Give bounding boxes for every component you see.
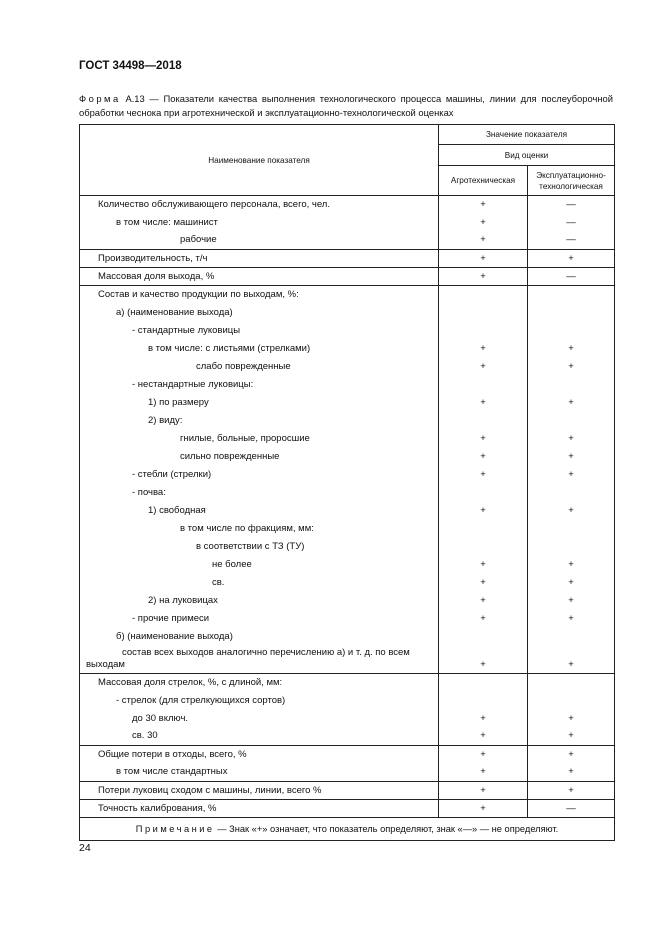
table-row: [80, 782, 615, 800]
agro-value: +: [439, 710, 528, 728]
expl-value: [528, 484, 615, 502]
table-row: [80, 304, 615, 322]
indicator-name: св. 30: [80, 728, 439, 746]
table-row: [80, 800, 615, 818]
indicator-name: 2) на луковицах: [80, 592, 439, 610]
indicator-name: в том числе стандартных: [80, 764, 439, 782]
expl-value: +: [528, 782, 615, 800]
table-row: [80, 592, 615, 610]
agro-value: [439, 484, 528, 502]
table-row: [80, 764, 615, 782]
agro-value: [439, 674, 528, 692]
indicator-name-line: состав всех выходов аналогично перечислению а) и т. д. по всем: [122, 647, 410, 658]
table-row: [80, 448, 615, 466]
agro-value: +: [439, 340, 528, 358]
indicator-name: - стебли (стрелки): [80, 466, 439, 484]
expl-value: +: [528, 646, 615, 674]
indicator-name: до 30 включ.: [80, 710, 439, 728]
agro-value: [439, 412, 528, 430]
table-row: [80, 710, 615, 728]
agro-value: +: [439, 782, 528, 800]
table-row: [80, 322, 615, 340]
agro-value: [439, 692, 528, 710]
table-row: [80, 376, 615, 394]
column-header-agro: Агротехническая: [439, 166, 528, 196]
agro-value: +: [439, 574, 528, 592]
agro-value: [439, 286, 528, 304]
indicator-name: - нестандартные луковицы:: [80, 376, 439, 394]
indicator-name: 2) виду:: [80, 412, 439, 430]
expl-value: +: [528, 556, 615, 574]
indicator-name: - стрелок (для стрелкующихся сортов): [80, 692, 439, 710]
indicator-name: не более: [80, 556, 439, 574]
note-text: — Знак «+» означает, что показатель определяют, знак «—» — не определяют.: [217, 824, 559, 834]
expl-value: [528, 412, 615, 430]
form-word: Форма: [79, 93, 121, 104]
table-row: [80, 746, 615, 764]
agro-value: +: [439, 728, 528, 746]
table-row: [80, 268, 615, 286]
table-row: [80, 574, 615, 592]
expl-value: +: [528, 710, 615, 728]
table-row: [80, 556, 615, 574]
agro-value: +: [439, 358, 528, 376]
expl-value: —: [528, 214, 615, 232]
indicator-name-line: выходам: [86, 659, 125, 670]
table-note: [80, 818, 615, 841]
expl-value: +: [528, 448, 615, 466]
expl-value: —: [528, 268, 615, 286]
table-row: [80, 628, 615, 646]
indicator-name: - почва:: [80, 484, 439, 502]
agro-value: +: [439, 214, 528, 232]
indicator-name: слабо поврежденные: [80, 358, 439, 376]
caption-text: А.13 — Показатели качества выполнения технологического процесса машины, линии для послеуборочной обработки чеснока при агротехнической и эксплуатационно-технологической оценках: [79, 93, 613, 118]
agro-value: [439, 304, 528, 322]
indicator-name: 1) свободная: [80, 502, 439, 520]
table-row: [80, 214, 615, 232]
indicator-name: - прочие примеси: [80, 610, 439, 628]
column-header-value: Значение показателя: [439, 125, 615, 145]
indicator-name: Массовая доля стрелок, %, с длиной, мм:: [80, 674, 439, 692]
indicator-name: Производительность, т/ч: [80, 250, 439, 268]
agro-value: +: [439, 646, 528, 674]
indicator-name: рабочие: [80, 232, 439, 250]
note-word: Примечание: [135, 824, 215, 834]
page-number: 24: [79, 842, 91, 854]
expl-value: +: [528, 746, 615, 764]
expl-value: +: [528, 358, 615, 376]
indicator-name: в соответствии с ТЗ (ТУ): [80, 538, 439, 556]
table-row: [80, 250, 615, 268]
table-row: [80, 358, 615, 376]
table-row: [80, 728, 615, 746]
expl-value: +: [528, 250, 615, 268]
table-row: [80, 232, 615, 250]
expl-value: +: [528, 764, 615, 782]
indicator-name: гнилые, больные, проросшие: [80, 430, 439, 448]
agro-value: +: [439, 466, 528, 484]
expl-value: [528, 674, 615, 692]
indicator-name: сильно поврежденные: [80, 448, 439, 466]
expl-value: +: [528, 728, 615, 746]
expl-value: —: [528, 232, 615, 250]
document-code: ГОСТ 34498—2018: [79, 60, 182, 72]
table-row: [80, 466, 615, 484]
table-row: [80, 692, 615, 710]
agro-value: +: [439, 448, 528, 466]
table-row: [80, 646, 615, 674]
column-header-eval-type: Вид оценки: [439, 145, 615, 166]
indicators-table: [79, 124, 615, 841]
table-row: [80, 674, 615, 692]
agro-value: +: [439, 592, 528, 610]
indicator-name: Точность калибрования, %: [80, 800, 439, 818]
expl-value: —: [528, 800, 615, 818]
indicator-name: Состав и качество продукции по выходам, %:: [80, 286, 439, 304]
table-row: [80, 520, 615, 538]
table-caption: [79, 92, 613, 119]
indicator-name: - стандартные луковицы: [80, 322, 439, 340]
table-row: [80, 412, 615, 430]
expl-value: +: [528, 610, 615, 628]
expl-value: +: [528, 394, 615, 412]
indicator-name: Массовая доля выхода, %: [80, 268, 439, 286]
indicator-name: [80, 646, 439, 674]
agro-value: +: [439, 268, 528, 286]
column-header-name: Наименование показателя: [80, 125, 439, 196]
agro-value: +: [439, 556, 528, 574]
agro-value: +: [439, 250, 528, 268]
agro-value: +: [439, 430, 528, 448]
agro-value: +: [439, 764, 528, 782]
agro-value: [439, 322, 528, 340]
agro-value: +: [439, 232, 528, 250]
expl-value: [528, 692, 615, 710]
expl-value: [528, 520, 615, 538]
table-row: [80, 484, 615, 502]
expl-value: +: [528, 340, 615, 358]
indicator-name: св.: [80, 574, 439, 592]
expl-value: +: [528, 592, 615, 610]
expl-value: [528, 376, 615, 394]
agro-value: [439, 520, 528, 538]
indicator-name: а) (наименование выхода): [80, 304, 439, 322]
table-row: [80, 502, 615, 520]
indicator-name: в том числе: с листьями (стрелками): [80, 340, 439, 358]
table-row: [80, 340, 615, 358]
agro-value: +: [439, 502, 528, 520]
expl-value: +: [528, 466, 615, 484]
table-row: [80, 430, 615, 448]
agro-value: [439, 628, 528, 646]
table-row: [80, 610, 615, 628]
agro-value: [439, 538, 528, 556]
table-row: [80, 196, 615, 214]
expl-value: +: [528, 502, 615, 520]
indicator-name: Потери луковиц сходом с машины, линии, всего %: [80, 782, 439, 800]
expl-value: +: [528, 574, 615, 592]
indicator-name: Количество обслуживающего персонала, всего, чел.: [80, 196, 439, 214]
expl-value: —: [528, 196, 615, 214]
agro-value: [439, 376, 528, 394]
table-row: [80, 538, 615, 556]
agro-value: +: [439, 196, 528, 214]
table-body: [80, 196, 615, 818]
column-header-expl: Эксплуатационно-технологическая: [528, 166, 615, 196]
indicator-name: б) (наименование выхода): [80, 628, 439, 646]
agro-value: +: [439, 394, 528, 412]
expl-value: [528, 538, 615, 556]
expl-value: [528, 322, 615, 340]
expl-value: +: [528, 430, 615, 448]
table-row: [80, 286, 615, 304]
indicator-name: Общие потери в отходы, всего, %: [80, 746, 439, 764]
expl-value: [528, 628, 615, 646]
indicator-name: в том числе: машинист: [80, 214, 439, 232]
agro-value: +: [439, 800, 528, 818]
agro-value: +: [439, 746, 528, 764]
table-row: [80, 394, 615, 412]
indicator-name: 1) по размеру: [80, 394, 439, 412]
expl-value: [528, 304, 615, 322]
indicator-name: в том числе по фракциям, мм:: [80, 520, 439, 538]
expl-value: [528, 286, 615, 304]
agro-value: +: [439, 610, 528, 628]
